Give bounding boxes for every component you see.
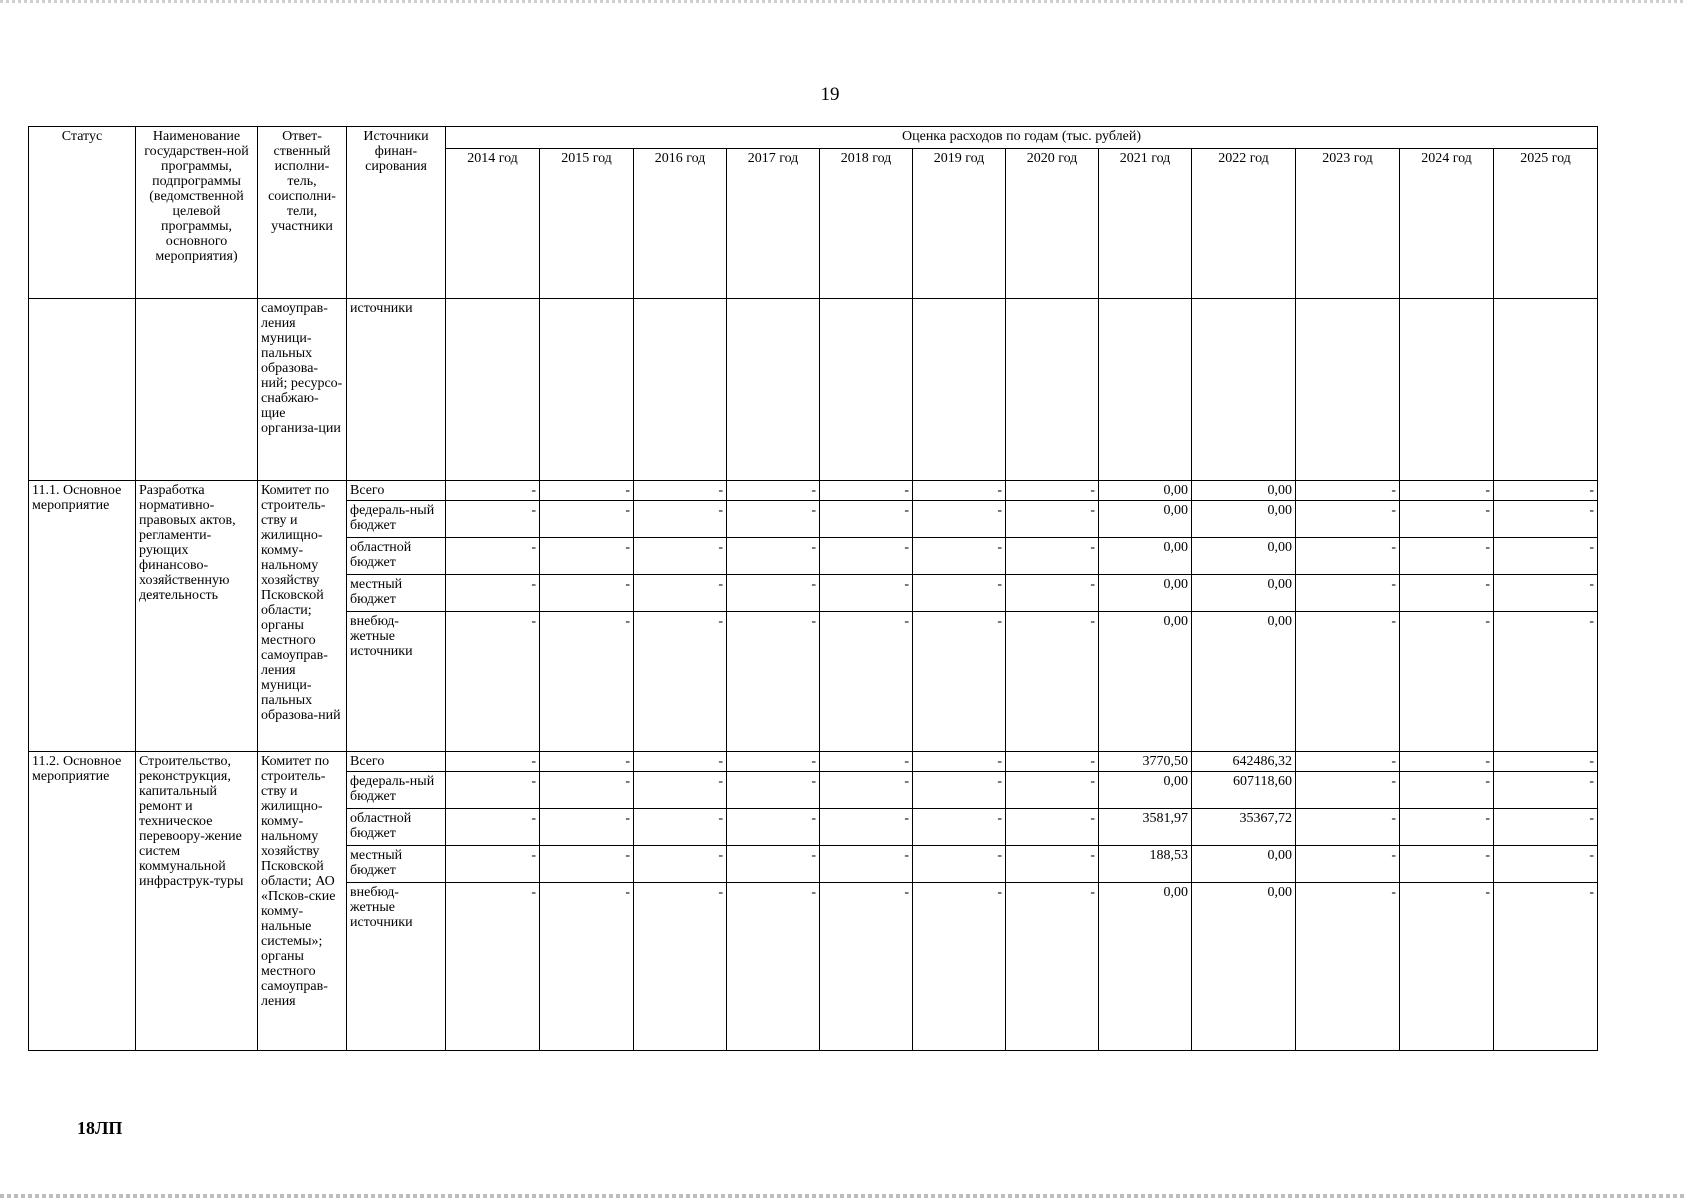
expense-value: - [913,612,1006,752]
expense-value: - [446,481,540,501]
expense-value: - [1006,752,1099,772]
funding-source: областной бюджет [347,809,446,846]
expense-value: - [446,772,540,809]
expense-value: - [446,538,540,575]
expense-value: - [540,809,634,846]
expense-value: - [727,809,820,846]
expense-value: - [1400,481,1494,501]
expense-value: - [1400,809,1494,846]
header-status: Статус [29,127,136,299]
expense-value: 0,00 [1192,846,1296,883]
funding-source: местный бюджет [347,575,446,612]
expense-value: - [634,612,727,752]
continuation-responsible: самоуправ-ления муници-пальных образова-ний; ресурсо-снабжаю-щие организа-ции [258,299,347,481]
expense-value: - [1494,752,1598,772]
header-funding-sources: Источники финан-сирования [347,127,446,299]
expense-value: - [727,883,820,1051]
expense-value: - [1400,772,1494,809]
expense-value: - [727,481,820,501]
expense-value: - [1494,846,1598,883]
expense-value: - [1006,612,1099,752]
expense-value: - [1296,846,1400,883]
expense-value: - [913,772,1006,809]
funding-source: местный бюджет [347,846,446,883]
expense-value: - [1296,501,1400,538]
expense-value: 0,00 [1099,501,1192,538]
funding-source: областной бюджет [347,538,446,575]
expense-value: - [1400,538,1494,575]
expense-value: - [634,501,727,538]
expense-value: - [1494,612,1598,752]
expense-value: - [634,883,727,1051]
funding-source: внебюд-жетные источники [347,612,446,752]
continuation-status-cell [29,299,136,481]
expense-value: 0,00 [1099,883,1192,1051]
header-year: 2024 год [1400,149,1494,299]
expense-value: 0,00 [1099,772,1192,809]
expense-value: - [446,809,540,846]
continuation-name-cell [136,299,258,481]
expense-value: - [727,752,820,772]
expense-value: - [634,772,727,809]
scan-edge-bottom [0,1194,1686,1198]
funding-source: федераль-ный бюджет [347,501,446,538]
expense-value: - [1400,612,1494,752]
expense-value: - [1494,809,1598,846]
expense-value: - [1400,883,1494,1051]
funding-source: Всего [347,481,446,501]
expense-value: - [913,575,1006,612]
expense-value: - [446,752,540,772]
page-number: 19 [820,84,840,105]
expense-value: 607118,60 [1192,772,1296,809]
expense-value: - [634,481,727,501]
expense-value: - [1400,752,1494,772]
expense-value: - [1400,846,1494,883]
header-year: 2020 год [1006,149,1099,299]
expense-value: - [540,538,634,575]
expense-value: - [1400,501,1494,538]
event-name: Разработка нормативно-правовых актов, регламенти-рующих финансово-хозяйственную деятельность [136,481,258,752]
expense-value: - [1400,575,1494,612]
header-responsible: Ответ-ственный исполни-тель, соисполни-тели, участники [258,127,347,299]
expense-value: - [820,752,913,772]
expense-value: - [1006,538,1099,575]
funding-source: Всего [347,752,446,772]
header-year: 2017 год [727,149,820,299]
expense-value: - [1006,883,1099,1051]
expense-value: - [446,883,540,1051]
expense-value: 0,00 [1099,612,1192,752]
expense-value: - [446,846,540,883]
expense-value: - [727,538,820,575]
expense-value: - [727,612,820,752]
expense-value: - [727,501,820,538]
event-status: 11.1. Основное мероприятие [29,481,136,752]
table-row [29,481,1598,501]
header-year: 2025 год [1494,149,1598,299]
expense-value: - [913,846,1006,883]
expense-value: - [540,575,634,612]
expense-value: 0,00 [1099,538,1192,575]
expense-value: - [446,612,540,752]
expense-value: - [1296,772,1400,809]
expense-value: - [820,538,913,575]
event-responsible: Комитет по строитель-ству и жилищно-комму-нальному хозяйству Псковской области; органы местного самоуправ-ления муници-пальных образова-ний [258,481,347,752]
expense-value: - [540,772,634,809]
expense-value: 642486,32 [1192,752,1296,772]
continuation-row [29,299,1598,481]
expense-value: - [1296,809,1400,846]
expense-value: - [634,846,727,883]
expense-value: - [1296,752,1400,772]
expense-value: 3770,50 [1099,752,1192,772]
header-year: 2022 год [1192,149,1296,299]
expense-value: - [446,575,540,612]
expense-value: - [1006,575,1099,612]
expense-value: - [634,752,727,772]
expense-value: 188,53 [1099,846,1192,883]
header-year: 2015 год [540,149,634,299]
header-year: 2023 год [1296,149,1400,299]
event-responsible: Комитет по строитель-ству и жилищно-комму-нальному хозяйству Псковской области; АО «Псков-ские комму-нальные системы»; органы местного самоуправ-ления [258,752,347,1051]
expense-value: 0,00 [1192,575,1296,612]
expense-value: - [913,501,1006,538]
expense-value: - [1494,538,1598,575]
footer-code: 18ЛП [77,1118,123,1138]
funding-source: внебюд-жетные источники [347,883,446,1051]
expense-value: 0,00 [1192,883,1296,1051]
funding-source: федераль-ный бюджет [347,772,446,809]
continuation-source: источники [347,299,446,481]
expense-value: - [1494,575,1598,612]
expense-value: 35367,72 [1192,809,1296,846]
expense-value: 0,00 [1192,538,1296,575]
expense-value: - [540,481,634,501]
expense-value: - [1006,772,1099,809]
expense-value: - [634,538,727,575]
header-program-name: Наименование государствен-ной программы, подпрограммы (ведомственной целевой программы, основного мероприятия) [136,127,258,299]
event-name: Строительство, реконструкция, капитальный ремонт и техническое перевоору-жение систем коммунальной инфраструк-туры [136,752,258,1051]
expense-value: - [540,883,634,1051]
expense-value: - [1296,481,1400,501]
expense-value: 0,00 [1192,612,1296,752]
expense-value: - [540,752,634,772]
expense-value: - [1494,883,1598,1051]
expense-value: - [1494,481,1598,501]
expense-value: 0,00 [1192,481,1296,501]
header-year: 2014 год [446,149,540,299]
expense-value: - [1296,575,1400,612]
expense-value: - [727,772,820,809]
expense-value: - [913,883,1006,1051]
scan-edge-top [0,0,1686,3]
expense-value: - [727,575,820,612]
expense-value: 0,00 [1192,501,1296,538]
header-year: 2021 год [1099,149,1192,299]
table-row [29,752,1598,772]
expense-value: - [913,481,1006,501]
expense-value: - [1006,501,1099,538]
expense-value: - [913,752,1006,772]
expense-value: - [1296,538,1400,575]
expense-value: - [820,575,913,612]
expense-value: 3581,97 [1099,809,1192,846]
expense-value: - [634,809,727,846]
budget-table [28,126,1598,1051]
expense-value: 0,00 [1099,481,1192,501]
expense-value: - [1296,883,1400,1051]
expense-value: - [820,809,913,846]
expense-value: - [1494,501,1598,538]
header-expenses-title: Оценка расходов по годам (тыс. рублей) [446,127,1598,149]
expense-value: - [1006,481,1099,501]
expense-value: - [634,575,727,612]
expense-value: - [540,846,634,883]
expense-value: - [1494,772,1598,809]
expense-value: - [820,501,913,538]
expense-value: - [820,883,913,1051]
expense-value: - [540,612,634,752]
expense-value: - [727,846,820,883]
header-year: 2016 год [634,149,727,299]
header-year: 2018 год [820,149,913,299]
expense-value: - [820,772,913,809]
event-status: 11.2. Основное мероприятие [29,752,136,1051]
expense-value: - [820,846,913,883]
expense-value: - [540,501,634,538]
expense-value: - [820,612,913,752]
header-year: 2019 год [913,149,1006,299]
expense-value: 0,00 [1099,575,1192,612]
expense-value: - [446,501,540,538]
expense-value: - [1006,809,1099,846]
expense-value: - [913,809,1006,846]
expense-value: - [1006,846,1099,883]
expense-value: - [1296,612,1400,752]
expense-value: - [820,481,913,501]
expense-value: - [913,538,1006,575]
